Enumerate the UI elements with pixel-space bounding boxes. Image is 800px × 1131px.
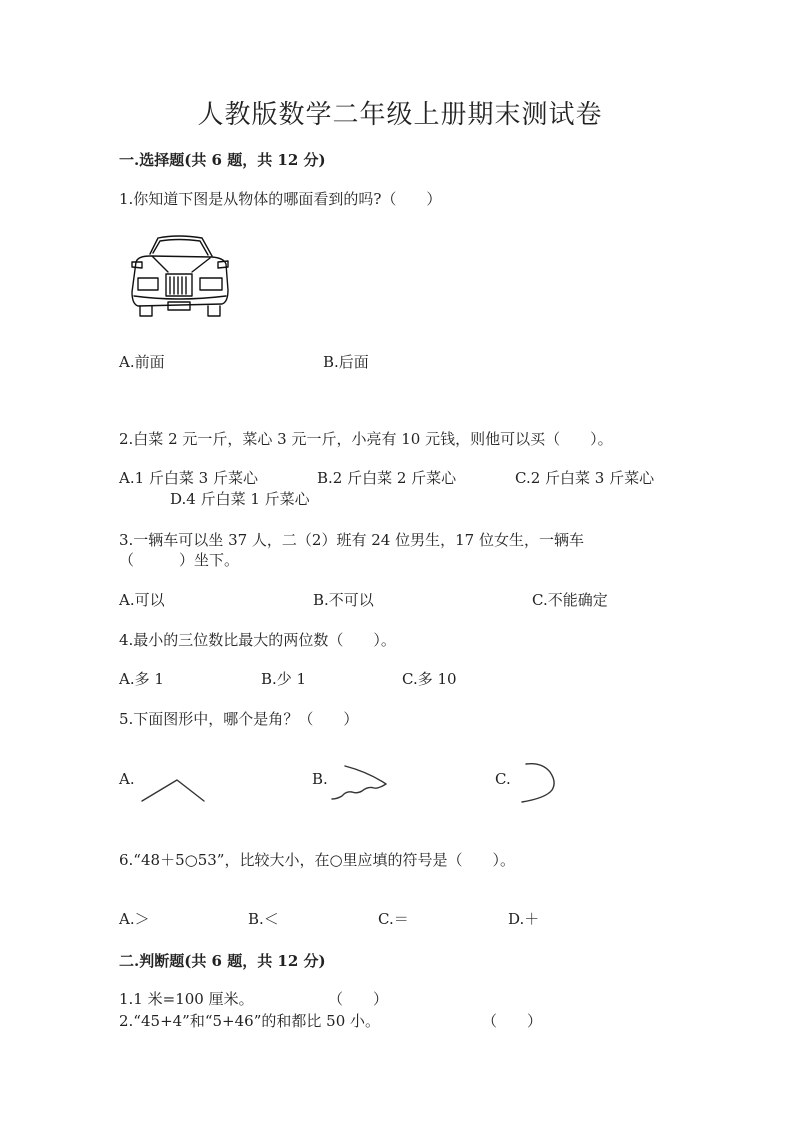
q4-option-c: C.多 10 — [402, 670, 457, 688]
q2-option-a: A.1 斤白菜 3 斤菜心 — [119, 469, 258, 487]
section-heading-choice: 一.选择题(共 6 题，共 12 分) — [119, 151, 326, 169]
q1-option-a: A.前面 — [119, 353, 165, 371]
q6-option-d: D.＋ — [508, 910, 540, 928]
question-4: 4.最小的三位数比最大的两位数（ ）。 — [119, 631, 396, 649]
judgement-1-blank: （ ） — [328, 990, 389, 1008]
question-3-line-2: （ ）坐下。 — [119, 551, 240, 569]
question-1: 1.你知道下图是从物体的哪面看到的吗?（ ） — [119, 190, 442, 208]
q6-option-b: B.＜ — [248, 910, 279, 928]
judgement-2-blank: （ ） — [482, 1012, 543, 1030]
q3-option-b: B.不可以 — [313, 591, 374, 609]
judgement-1: 1.1 米=100 厘米。 — [119, 990, 254, 1008]
curved-shape-icon — [518, 760, 560, 806]
q2-option-b: B.2 斤白菜 2 斤菜心 — [317, 469, 457, 487]
q6-option-a: A.＞ — [119, 910, 150, 928]
q2-option-c: C.2 斤白菜 3 斤菜心 — [515, 469, 655, 487]
q2-option-d: D.4 斤白菜 1 斤菜心 — [170, 490, 310, 508]
page-title: 人教版数学二年级上册期末测试卷 — [197, 100, 603, 130]
car-front-icon — [128, 232, 230, 318]
q3-option-c: C.不能确定 — [532, 591, 608, 609]
judgement-2: 2.“45+4”和“5+46”的和都比 50 小。 — [119, 1012, 381, 1030]
q3-option-a: A.可以 — [119, 591, 165, 609]
wavy-open-shape-icon — [328, 762, 390, 804]
angle-shape-icon — [140, 776, 206, 804]
q5-option-a: A. — [119, 770, 135, 788]
q6-option-c: C.＝ — [378, 910, 409, 928]
q4-option-a: A.多 1 — [119, 670, 164, 688]
section-heading-judgement: 二.判断题(共 6 题，共 12 分) — [119, 952, 326, 970]
question-6: 6.“48＋5○53”，比较大小，在○里应填的符号是（ ）。 — [119, 851, 516, 869]
question-3-line-1: 3.一辆车可以坐 37 人，二（2）班有 24 位男生，17 位女生，一辆车 — [119, 531, 584, 549]
q5-option-b: B. — [312, 770, 328, 788]
q4-option-b: B.少 1 — [261, 670, 307, 688]
question-5: 5.下面图形中，哪个是角？（ ） — [119, 710, 359, 728]
q5-option-c: C. — [495, 770, 511, 788]
q1-option-b: B.后面 — [323, 353, 369, 371]
question-2: 2.白菜 2 元一斤，菜心 3 元一斤，小亮有 10 元钱，则他可以买（ ）。 — [119, 430, 613, 448]
